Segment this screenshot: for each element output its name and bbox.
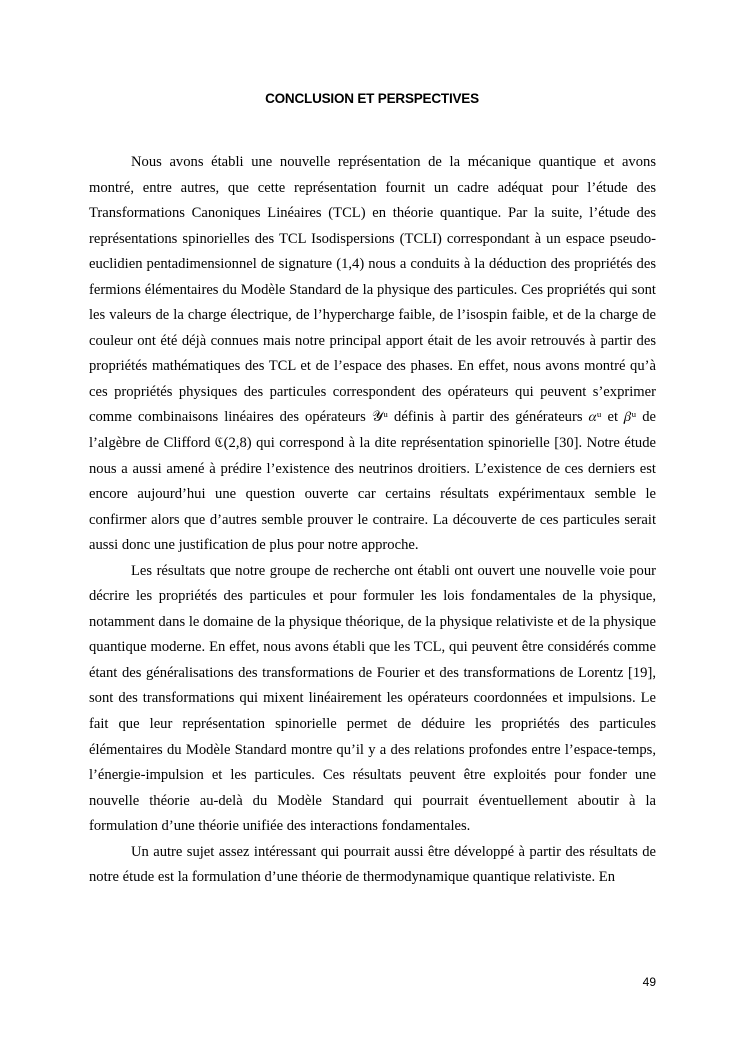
paragraph-1: Nous avons établi une nouvelle représentation de la mécanique quantique et avons montré, entre autres, que cette représentation fournit un cadre adéquat pour l’étude des Transformations Canoniques Linéaires (TCL) en théorie quantique. Par la suite, l’étude des représentations spinorielles des TCL Isodispersions (TCLI) correspondant à un espace pseudo-euclidien pentadimensionnel de signature (1,4) nous a conduits à la déduction des propriétés des fermions élémentaires du Modèle Standard de la physique des particules. Ces propriétés qui sont les valeurs de la charge électrique, de l’hypercharge faible, de l’isospin faible, et de la charge de couleur ont été déjà connues mais notre principal apport était de les avoir retrouvés à partir des propriétés mathématiques des TCL et de l’espace des phases. En effet, nous avons montré qu’à ces propriétés physiques des particules correspondent des opérateurs qui peuvent s’exprimer comme combinaisons linéaires des opérateurs 𝒴ᵘ définis à partir des générateurs 𝛼ᵘ et 𝛽ᵘ de l’algèbre de Clifford ℭ(2,8) qui correspond à la dite représentation spinorielle [30]. Notre étude nous a aussi amené à prédire l’existence des neutrinos droitiers. L’existence de ces derniers est encore aujourd’hui une question ouverte car certains résultats expérimentaux semble le confirmer alors que d’autres semble prouver le contraire. La découverte de ces particules serait aussi donc une justification de plus pour notre approche. bbox=[89, 154, 656, 554]
paragraph-3: Un autre sujet assez intéressant qui pourrait aussi être développé à partir des résultats de notre étude est la formulation d’une théorie de thermodynamique quantique relativiste. En bbox=[89, 843, 656, 886]
body-text bbox=[89, 150, 656, 891]
page-title: CONCLUSION ET PERSPECTIVES bbox=[265, 91, 479, 106]
page-number: 49 bbox=[642, 975, 656, 989]
paragraph-2: Les résultats que notre groupe de recherche ont établi ont ouvert une nouvelle voie pour décrire les propriétés des particules et pour formuler les lois fondamentales de la physique, notamment dans le domaine de la physique théorique, de la physique relativiste et de la physique quantique moderne. En effet, nous avons établi que les TCL, qui peuvent être considérés comme étant des généralisations des transformations de Fourier et des transformations de Lorentz [19], sont des transformations qui mixent linéairement les opérateurs coordonnées et impulsions. Le fait que leur représentation spinorielle permet de déduire les propriétés des particules élémentaires du Modèle Standard montre qu’il y a des relations profondes entre l’espace-temps, l’énergie-impulsion et les particules. Ces résultats peuvent être exploités pour fonder une nouvelle théorie au-delà du Modèle Standard qui pourrait éventuellement aboutir à la formulation d’une théorie unifiée des interactions fondamentales. bbox=[89, 562, 656, 835]
